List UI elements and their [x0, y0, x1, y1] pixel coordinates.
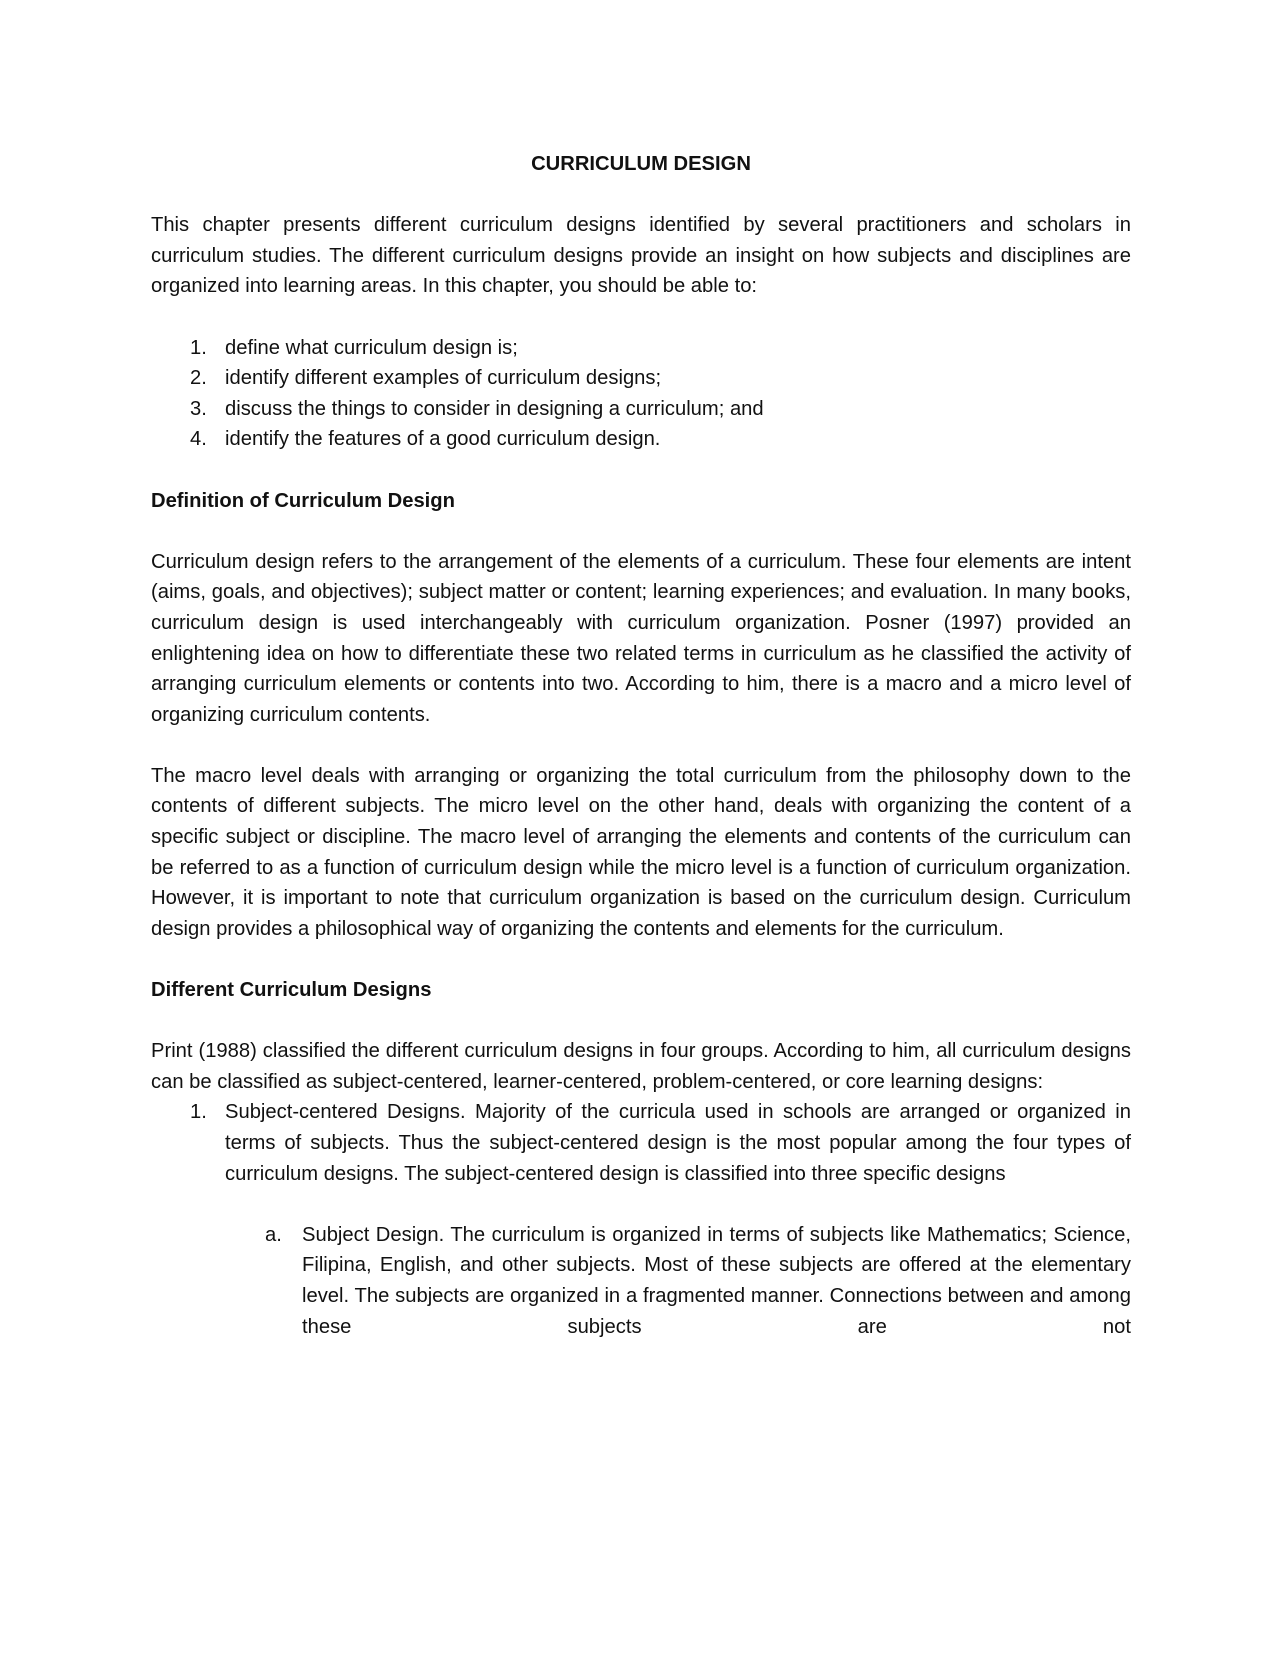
- list-item: [151, 394, 1131, 425]
- list-item: [151, 333, 1131, 364]
- list-text: identify the features of a good curriculum design.: [225, 428, 661, 451]
- designs-list: [151, 1097, 1131, 1189]
- list-number: 1.: [190, 1101, 207, 1124]
- document-page: [151, 149, 1131, 1342]
- sub-list-letter: a.: [265, 1223, 282, 1246]
- list-text: discuss the things to consider in designing a curriculum; and: [225, 397, 764, 420]
- list-text: Subject-centered Designs. Majority of the curricula used in schools are arranged or organized in terms of subjects. Thus the subject-centered design is the most popular among the four types of curriculum designs. The subject-centered design is classified into three specific designs: [225, 1101, 1131, 1185]
- list-number: 3.: [190, 397, 207, 420]
- intro-paragraph: This chapter presents different curriculum designs identified by several practitioners and scholars in curriculum studies. The different curriculum designs provide an insight on how subjects and disciplines are organized into learning areas. In this chapter, you should be able to:: [151, 214, 1131, 298]
- list-item: [151, 1097, 1131, 1189]
- body-paragraph: The macro level deals with arranging or organizing the total curriculum from the philosophy down to the contents of different subjects. The micro level on the other hand, deals with organizing the content of a specific subject or discipline. The macro level of arranging the elements and contents of the curriculum can be referred to as a function of curriculum design while the micro level is a function of curriculum organization. However, it is important to note that curriculum organization is based on the curriculum design. Curriculum design provides a philosophical way of organizing the contents and elements for the curriculum.: [151, 764, 1131, 940]
- sub-list-item: [151, 1220, 1131, 1342]
- document-title: CURRICULUM DESIGN: [531, 153, 751, 175]
- section-heading: Definition of Curriculum Design: [151, 489, 455, 512]
- list-item: [151, 424, 1131, 455]
- section-heading: Different Curriculum Designs: [151, 979, 432, 1002]
- list-number: 4.: [190, 428, 207, 451]
- body-paragraph: Print (1988) classified the different curriculum designs in four groups. According to him, all curriculum designs can be classified as subject-centered, learner-centered, problem-centered, or core learning designs:: [151, 1040, 1131, 1093]
- body-paragraph: Curriculum design refers to the arrangement of the elements of a curriculum. These four elements are intent (aims, goals, and objectives); subject matter or content; learning experiences; and evaluation. In many books, curriculum design is used interchangeably with curriculum organization. Posner (1997) provided an enlightening idea on how to differentiate these two related terms in curriculum as he classified the activity of arranging curriculum elements or contents into two. According to him, there is a macro and a micro level of organizing curriculum contents.: [151, 550, 1131, 726]
- list-item: [151, 363, 1131, 394]
- list-text: define what curriculum design is;: [225, 336, 518, 359]
- list-text: identify different examples of curriculum designs;: [225, 367, 662, 390]
- list-number: 1.: [190, 336, 207, 359]
- sub-list-text: Subject Design. The curriculum is organized in terms of subjects like Mathematics; Science, Filipina, English, and other subjects. Most of these subjects are offered at the elementary level. The subjects are organized in a fragmented manner. Connections between and among these subjects are not: [302, 1223, 1131, 1338]
- objectives-list: [151, 333, 1131, 455]
- list-number: 2.: [190, 367, 207, 390]
